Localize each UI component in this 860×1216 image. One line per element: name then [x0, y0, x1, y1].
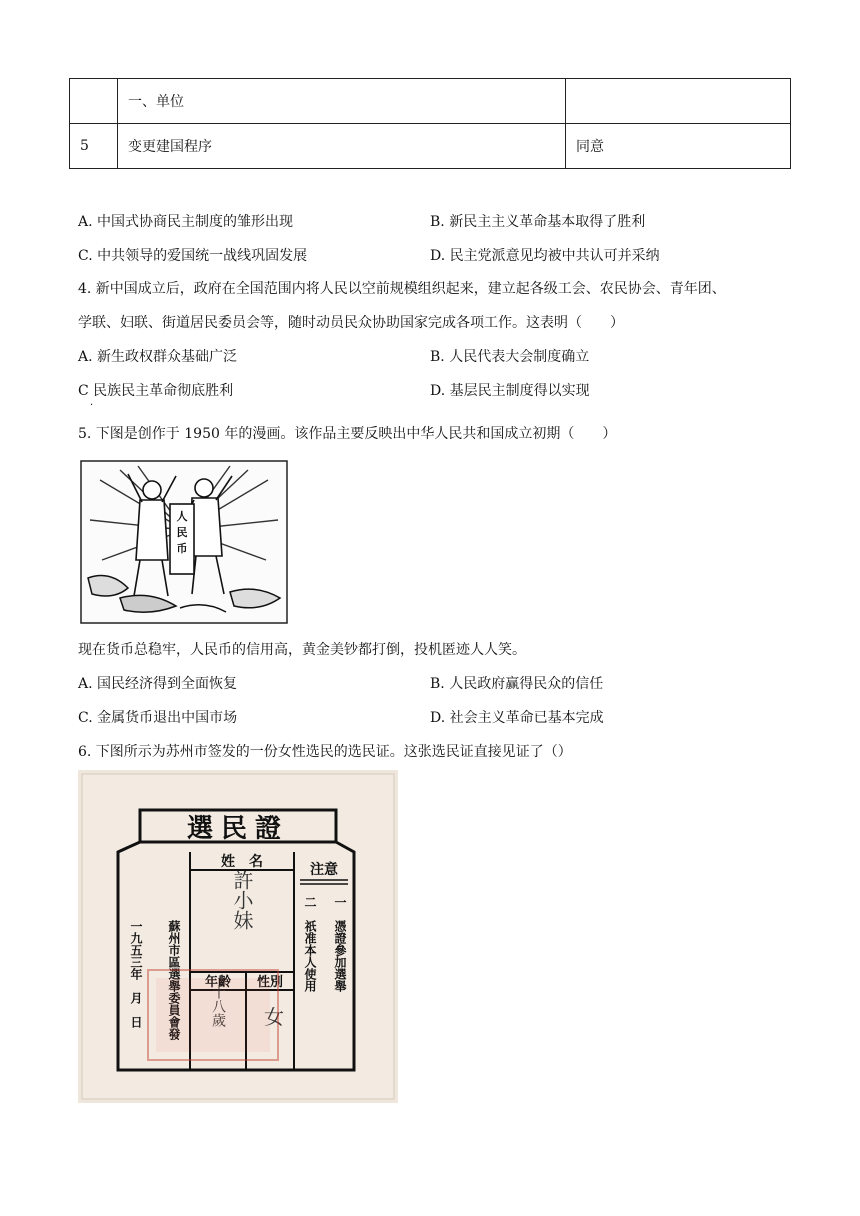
cartoon-banner-char-1: 人	[176, 510, 188, 523]
card-date: 一九五三年 月 日	[129, 920, 143, 1028]
voter-card-image	[78, 770, 398, 1103]
q3-option-b: B. 新民主主义革命基本取得了胜利	[430, 214, 646, 230]
card-sex-value: 女	[264, 1005, 284, 1029]
card-notice-2: 二 祇准本人使用	[303, 896, 317, 992]
q4-stem-line1: 4. 新中国成立后，政府在全国范围内将人民以空前规模组织起来，建立起各级工会、农民协会、青年团、	[78, 281, 726, 297]
table-cell-result	[566, 79, 791, 124]
table-cell-item: 变更建国程序	[118, 124, 566, 169]
vote-table	[69, 78, 791, 169]
q3-option-c: C. 中共领导的爱国统一战线巩固发展	[78, 248, 308, 264]
q4-option-a: A. 新生政权群众基础广泛	[78, 349, 238, 365]
q5-option-a: A. 国民经济得到全面恢复	[78, 676, 238, 692]
q5-option-b: B. 人民政府赢得民众的信任	[430, 676, 604, 692]
q4-option-c: C 民族民主革命彻底胜利	[78, 383, 234, 399]
card-sex-header: 性別	[256, 975, 284, 990]
card-issuer: 蘇州市區選舉委員會發	[167, 920, 181, 1040]
q5-stem: 5. 下图是创作于 1950 年的漫画。该作品主要反映出中华人民共和国成立初期（ ）	[78, 426, 617, 442]
table-cell-num: 5	[70, 124, 118, 169]
card-age-value: 十八歲	[210, 985, 226, 1027]
stray-dot: ·	[90, 400, 94, 411]
currency-cartoon-image	[80, 460, 288, 624]
q5-caption: 现在货币总稳牢，人民币的信用高，黄金美钞都打倒，投机匿迹人人笑。	[78, 642, 526, 658]
q4-option-d: D. 基层民主制度得以实现	[430, 383, 590, 399]
table-cell-result: 同意	[566, 124, 791, 169]
cartoon-banner-char-3: 币	[176, 542, 188, 555]
table-cell-item: 一、单位	[118, 79, 566, 124]
q4-option-b: B. 人民代表大会制度确立	[430, 349, 590, 365]
table-cell-num	[70, 79, 118, 124]
q4-stem-line2: 学联、妇联、街道居民委员会等，随时动员民众协助国家完成各项工作。这表明（ ）	[78, 315, 624, 331]
card-notice-header: 注意	[310, 862, 338, 878]
card-notice-1: 一 憑證參加選舉	[333, 896, 347, 992]
q5-option-c: C. 金属货币退出中国市场	[78, 710, 238, 726]
q3-option-a: A. 中国式协商民主制度的雏形出现	[78, 214, 294, 230]
card-age-header: 年齡	[204, 975, 232, 990]
cartoon-banner-char-2: 民	[176, 526, 188, 539]
q6-stem: 6. 下图所示为苏州市签发的一份女性选民的选民证。这张选民证直接见证了（）	[78, 744, 572, 760]
q5-option-d: D. 社会主义革命已基本完成	[430, 710, 604, 726]
table-row	[70, 79, 791, 124]
card-name-value: 許小妹	[230, 870, 254, 930]
q3-option-d: D. 民主党派意见均被中共认可并采纳	[430, 248, 660, 264]
card-title: 選民證	[186, 814, 290, 844]
table-row	[70, 124, 791, 169]
card-name-header: 姓 名	[221, 854, 263, 870]
